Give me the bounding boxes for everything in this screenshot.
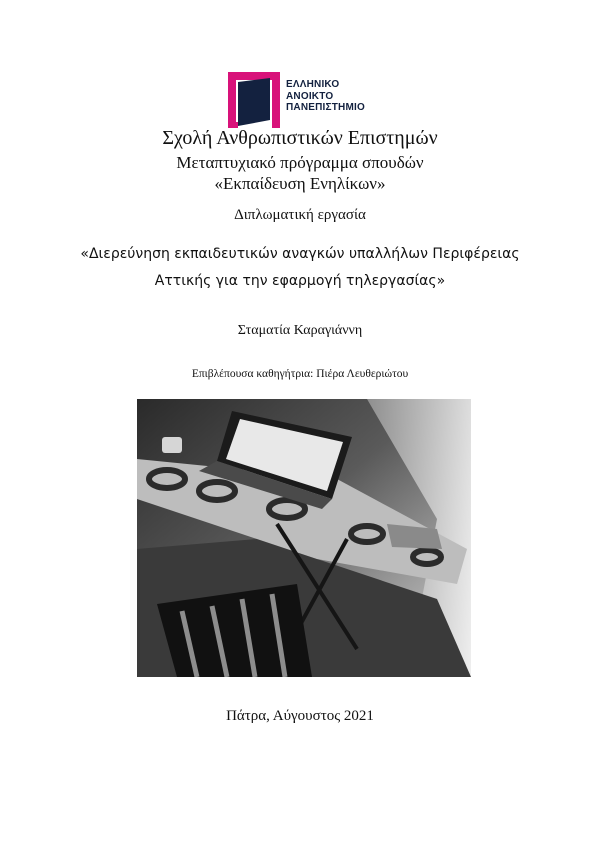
thesis-type: Διπλωματική εργασία — [234, 207, 366, 223]
logo-navy-book — [238, 78, 270, 126]
place-date: Πάτρα, Αύγουστος 2021 — [226, 708, 374, 724]
university-logo-text — [286, 79, 365, 114]
logo-line-3: ΠΑΝΕΠΙΣΤΗΜΙΟ — [286, 102, 365, 113]
author-name: Σταματία Καραγιάννη — [237, 323, 363, 338]
photo-mug — [162, 437, 182, 453]
school-name: Σχολή Ανθρωπιστικών Επιστημών — [162, 127, 438, 149]
supervisor-line: Επιβλέπουσα καθηγήτρια: Πιέρα Λευθεριώτου — [191, 368, 409, 380]
university-logo-mark — [228, 70, 282, 130]
specialization-name: «Εκπαίδευση Ενηλίκων» — [214, 174, 386, 193]
program-name: Μεταπτυχιακό πρόγραμμα σπουδών — [176, 153, 424, 172]
logo-line-2: ΑΝΟΙΚΤΟ — [286, 90, 334, 102]
thesis-title-line-2: Αττικής για την εφαρμογή τηλεργασίας» — [154, 273, 446, 289]
cover-photo — [137, 399, 471, 677]
thesis-title-line-1: «Διερεύνηση εκπαιδευτικών αναγκών υπαλλήλων Περιφέρειας — [80, 246, 520, 262]
logo-line-1: ΕΛΛΗΝΙΚΟ — [286, 79, 340, 90]
university-logo — [228, 70, 378, 130]
